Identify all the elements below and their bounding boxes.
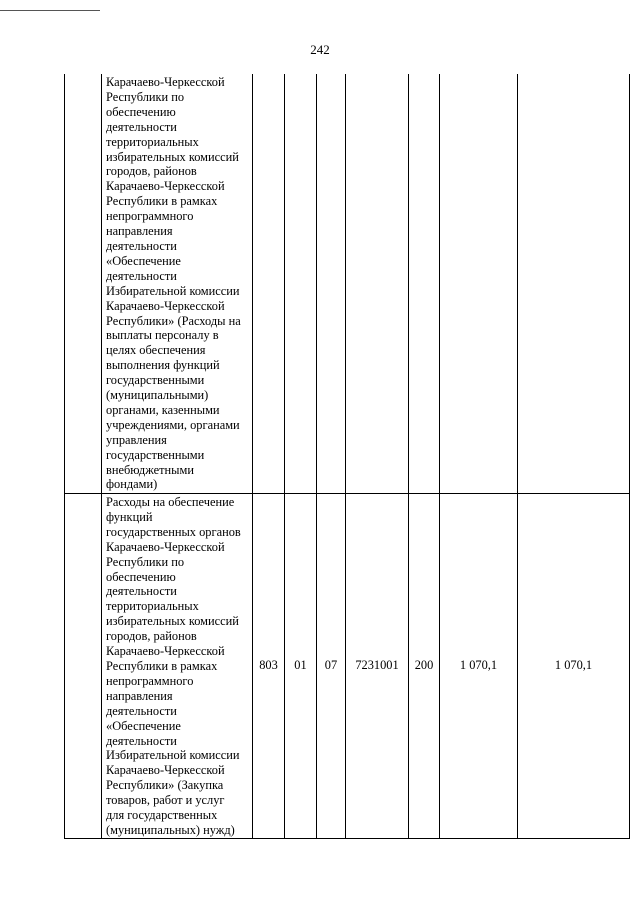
target-article-cell: 7231001 [346,494,409,839]
page-number: 242 [310,42,330,57]
section-code-cell [285,74,317,494]
amount-1-cell: 1 070,1 [440,494,518,839]
row-number-cell [65,494,102,839]
amount-1-cell [440,74,518,494]
description-text: Расходы на обеспечение функций государственных органов Карачаево-Черкесской Республики по обеспечению деятельности территориальных избирательных комиссий городов, районов Карачаево-Черкесской Республики в рамках непрограммного направления деятельности «Обеспечение деятельности Избирательной комиссии Карачаево-Черкесской Республики» (Закупка товаров, работ и услуг для государственных (муниципальных) нужд) [106,495,241,837]
corner-rule [0,10,100,11]
expense-type-cell [409,74,440,494]
target-article-cell [346,74,409,494]
description-cell [102,494,253,839]
description-cell [102,74,253,494]
section-code-cell: 01 [285,494,317,839]
budget-table [64,74,630,839]
subsection-code-cell [317,74,346,494]
table-row [65,494,630,839]
subsection-code-cell: 07 [317,494,346,839]
ministry-code-cell: 803 [253,494,285,839]
expense-type-cell: 200 [409,494,440,839]
ministry-code-cell [253,74,285,494]
table-row [65,74,630,494]
row-number-cell [65,74,102,494]
amount-2-cell [518,74,630,494]
amount-2-cell: 1 070,1 [518,494,630,839]
description-text: Карачаево-Черкесской Республики по обеспечению деятельности территориальных избирательных комиссий городов, районов Карачаево-Черкесской Республики в рамках непрограммного направления деятельности «Обеспечение деятельности Избирательной комиссии Карачаево-Черкесской Республики» (Расходы на выплаты персоналу в целях обеспечения выполнения функций государственными (муниципальными) органами, казенными учреждениями, органами управления государственными внебюджетными фондами) [106,75,241,492]
